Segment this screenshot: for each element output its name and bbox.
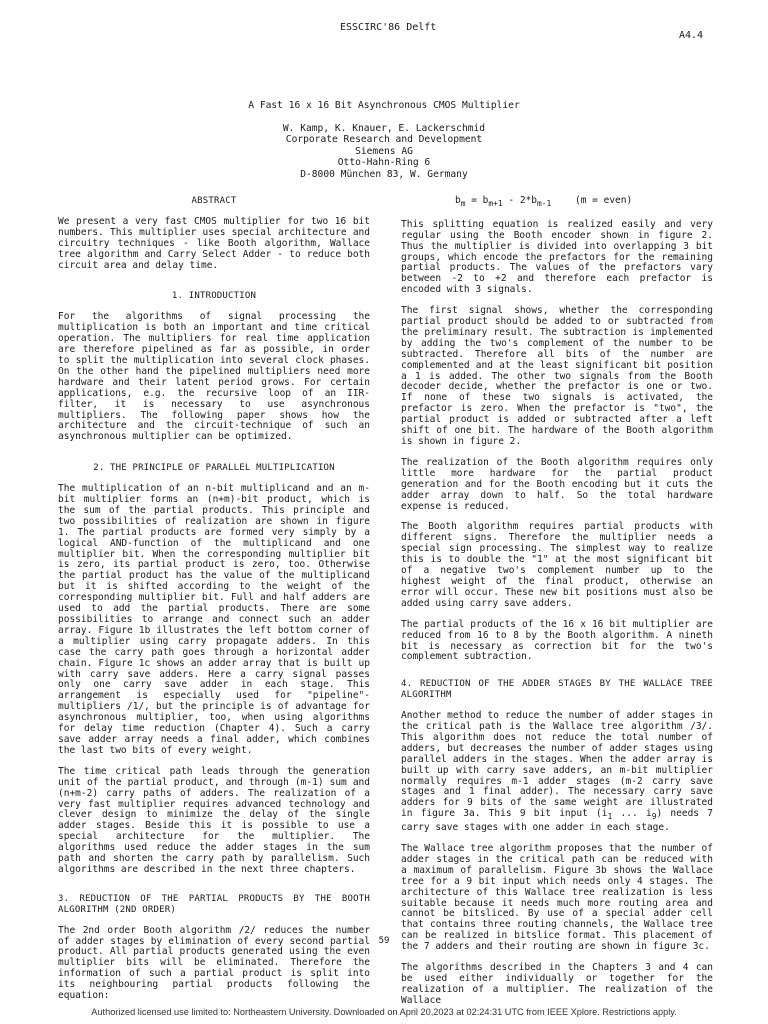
section-3-paragraph: The 2nd order Booth algorithm /2/ reduces the number of adder stages by elimination of every second partial product. All partial products generated using the even multiplier bits will be eliminated. Therefore the information of such a partial product is split into its neighbouring partial products following the equation: bbox=[58, 924, 370, 1002]
right-column bbox=[401, 196, 713, 1017]
affiliation-line: Otto-Hahn-Ring 6 bbox=[337, 157, 431, 169]
subscript: 1 bbox=[607, 812, 613, 822]
authors: W. Kamp, K. Knauer, E. Lackerschmid bbox=[282, 123, 486, 134]
section-1-heading: 1. INTRODUCTION bbox=[171, 291, 257, 302]
page-number: 59 bbox=[378, 936, 390, 946]
section-4-paragraph: The algorithms described in the Chapters 3 and 4 can be used either individually or together for the realization of a multiplier. The realization of the Wallace bbox=[401, 962, 713, 1006]
section-4-paragraph: The Wallace tree algorithm proposes that the number of adder stages in the critical path can be reduced with a maximum of parallelism. Figure 3b shows the Wallace tree for a 9 bit input which needs only 4 stages. The architecture of this Wallace tree realization is less suitable because it needs much more routing area and cannot be bitsliced. By use of a special adder cell that contains three routing channels, the Wallace tree can be realized in bitslice format. This placement of the 7 adders and their routing are shown in figure 3c. bbox=[401, 843, 713, 953]
equation-term: b bbox=[455, 195, 461, 206]
section-2-paragraph: The multiplication of an n-bit multiplicand and an m-bit multiplier forms an (n+m)-bit product, which is the sum of the partial products. This principle and two possibilities of realization are shown in figure 1. The partial products are formed very simply by a logical AND-function of the multiplicand and one multiplier bit. When the corresponding multiplier bit is zero, its partial product is zero, too. Otherwise the partial product has the value of the multiplicand but it is shifted according to the weight of the corresponding multiplier bit. Full and half adders are used to add the partial products. There are some possibilities to arrange and connect such an adder array. Figure 1b illustrates the left bottom corner of a multiplier using carry propagate adders. In this case the carry path goes through a horizontal adder chain. Figure 1c shows an adder array that is built up with carry save adders. Here a carry signal passes only one carry save adder in each stage. This arrangement is especially used for "pipeline"-multipliers /1/, but the principle is of advantage for asynchronous multiplier, too, when using algorithms for delay time reduction (Chapter 4). Such a carry save adder array needs a final adder, which combines the last two bits of every weight. bbox=[58, 483, 370, 756]
license-footer: Authorized licensed use limited to: Northeastern University. Downloaded on April 20,2023 at 02:24:31 UTC from IEEE Xplore. Restrictions apply. bbox=[91, 1007, 677, 1017]
right-paragraph: The realization of the Booth algorithm requires only little more hardware for the partial product generation and for the Booth encoding but it cuts the adder array down to half. So the total hardware expense is reduced. bbox=[401, 456, 713, 512]
affiliation-line: Siemens AG bbox=[355, 145, 413, 157]
subscript: 9 bbox=[651, 812, 657, 822]
paragraph-text: ) needs 7 carry save stages with one adder in each stage. bbox=[401, 808, 714, 834]
equation-subscript: m+1 bbox=[488, 198, 503, 208]
equation-term: - 2*b bbox=[502, 195, 537, 206]
equation-subscript: m bbox=[460, 198, 466, 208]
equation-subscript: m-1 bbox=[537, 198, 552, 208]
section-2-paragraph: The time critical path leads through the generation unit of the partial product, and through (m-1) sum and (n+m-2) carry paths of adders. The realization of a very fast multiplier requires advanced technology and clever design to minimize the delay of the single adder stages. Beside this it is possible to use a special architecture for the multiplier. The algorithms used reduce the adder stages in the sum path and shorten the carry path by parallelism. Such algorithms are described in the next three chapters. bbox=[58, 765, 370, 875]
right-paragraph: The Booth algorithm requires partial products with different signs. Therefore the multiplier needs a special sign processing. The simplest way to realize this is to double the "1" at the most significant bit of a negative two's complement number up to the highest weight of the final product, otherwise an error will occur. These new bit positions must also be added using carry save adders. bbox=[401, 521, 713, 609]
section-4-heading: 4. REDUCTION OF THE ADDER STAGES BY THE WALLACE TREE ALGORITHM bbox=[401, 679, 713, 701]
section-4-paragraph bbox=[401, 711, 713, 834]
right-paragraph: The partial products of the 16 x 16 bit multiplier are reduced from 16 to 8 by the Booth algorithm. A nineth bit is necessary as correction bit for the two's complement subtraction. bbox=[401, 618, 713, 663]
section-1-paragraph: For the algorithms of signal processing the multiplication is both an important and time critical operation. The multipliers for real time application are therefore pipelined as far as possible, in order to split the multiplication into several clock phases. On the other hand the pipelined multipliers need more hardware and their latent period grows. For certain applications, e.g. the recursive loop of an IIR-filter, it is necessary to use asynchronous multipliers. The following paper shows how the architecture and the circuit-technique of such an asynchronous multiplier can be optimized. bbox=[58, 311, 370, 443]
affiliation-line: Corporate Research and Development bbox=[285, 134, 483, 146]
booth-equation bbox=[455, 196, 713, 210]
abstract-heading: ABSTRACT bbox=[191, 196, 237, 206]
paper-code: A4.4 bbox=[679, 30, 704, 41]
paragraph-text: Another method to reduce the number of adder stages in the critical path is the Wallace tree algorithm /3/. This algorithm does not reduce the total number of adders, but decreases the number of adder stages using parallel adders in the stages. When the adder array is built up with carry save adders, an m-bit multiplier normally requires m-1 adder stages (m-2 carry save stages and 1 final adder). The necessary carry save adders for 9 bits of the same weight are illustrated in figure 3a. This 9 bit input (i bbox=[401, 710, 713, 820]
section-3-heading: 3. REDUCTION OF THE PARTIAL PRODUCTS BY THE BOOTH ALGORITHM (2ND ORDER) bbox=[58, 893, 370, 915]
section-2-heading: 2. THE PRINCIPLE OF PARALLEL MULTIPLICATION bbox=[93, 463, 335, 474]
right-paragraph: This splitting equation is realized easily and very regular using the Booth encoder shown in figure 2. Thus the multiplier is divided into overlapping 3 bit groups, which encode the prefactors for the remaining partial products. The values of the prefactors vary between -2 to +2 and therefore each prefactor is encoded with 3 signals. bbox=[401, 218, 713, 296]
equation-term: = b bbox=[465, 195, 489, 206]
paragraph-text: ... i bbox=[612, 808, 652, 820]
paper-title: A Fast 16 x 16 Bit Asynchronous CMOS Multiplier bbox=[248, 100, 520, 111]
left-column bbox=[58, 196, 370, 1012]
conference-header: ESSCIRC'86 Delft bbox=[340, 22, 437, 33]
abstract-text: We present a very fast CMOS multiplier for two 16 bit numbers. This multiplier uses special architecture and circuitry techniques - like Booth algorithm, Wallace tree algorithm and Carry Select Adder - to reduce both circuit area and delay time. bbox=[58, 215, 370, 271]
right-paragraph: The first signal shows, whether the corresponding partial product should be added to or subtracted from the preliminary result. The subtraction is implemented by adding the two's complement of the number to be subtracted. Therefore all bits of the number are complemented and at the least significant bit position a 1 is added. The other two signals from the Booth decoder decide, whether the prefactor is one or two. If none of these two signals is activated, the prefactor is zero. When the prefactor is "two", the partial product is added or subtracted after a left shift of one bit. The hardware of the Booth algorithm is shown in figure 2. bbox=[401, 305, 713, 448]
title-block-authors bbox=[200, 123, 568, 180]
equation-condition: (m = even) bbox=[575, 195, 633, 206]
affiliation-line: D-8000 München 83, W. Germany bbox=[300, 168, 468, 180]
